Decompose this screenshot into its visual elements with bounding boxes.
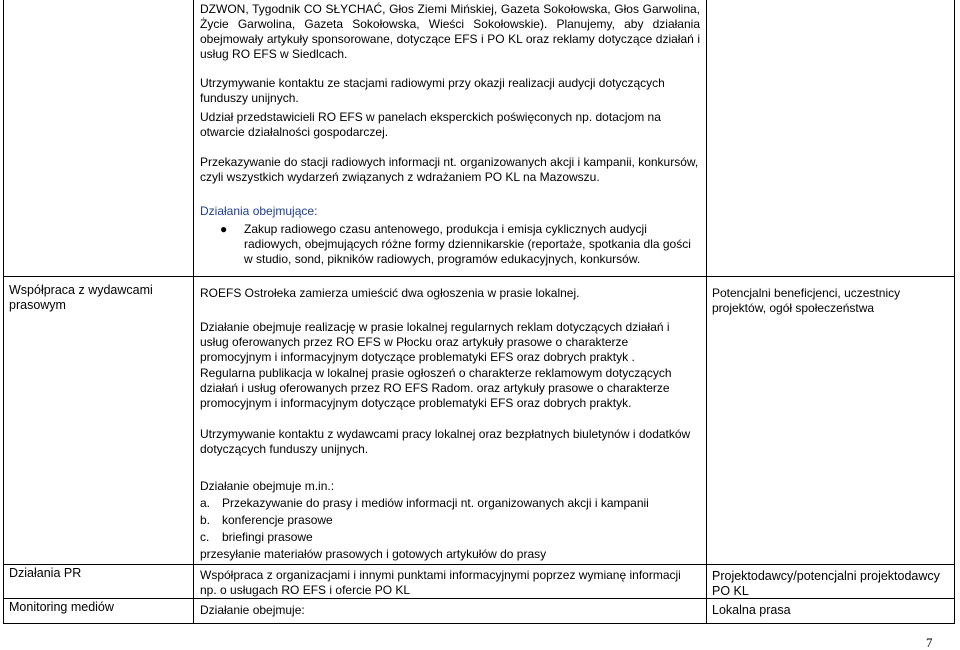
page-number: 7: [926, 635, 933, 650]
press-paragraph-5: Działanie obejmuje m.in.:: [200, 479, 335, 493]
monitoring-target: Lokalna prasa: [712, 603, 791, 617]
list-item: [200, 530, 700, 547]
press-paragraph-4: Utrzymywanie kontaktu z wydawcami pracy lokalnej oraz bezpłatnych biuletynów i dodatków dotyczących funduszy unijnych.: [200, 427, 691, 456]
row-divider-pr: [3, 564, 955, 565]
table-border-bottom: [3, 623, 955, 624]
table-border-col1: [193, 0, 194, 624]
table-border-left: [3, 0, 4, 624]
radio-paragraph-3: Przekazywanie do stacji radiowych informacji nt. organizowanych akcji i kampanii, konkursów, czyli wszystkich wydarzeń związanych z wdrażaniem PO KL na Mazowszu.: [200, 155, 699, 184]
monitoring-label: Monitoring mediów: [9, 600, 114, 614]
list-marker: a.: [200, 496, 211, 510]
press-activity-list: [200, 496, 700, 547]
radio-paragraph-1: Utrzymywanie kontaktu ze stacjami radiowymi przy okazji realizacji audycji dotyczących funduszy unijnych.: [200, 76, 665, 105]
bullet-icon: ●: [220, 222, 228, 236]
list-marker: c.: [200, 530, 210, 544]
press-paragraph-6: przesyłanie materiałów prasowych i gotowych artykułów do prasy: [200, 547, 547, 561]
pr-target: Projektodawcy/potencjalni projektodawcy PO KL: [712, 569, 940, 598]
press-paragraph-1: ROEFS Ostrołeka zamierza umieścić dwa ogłoszenia w prasie lokalnej.: [200, 286, 580, 300]
table-border-col2: [706, 0, 707, 624]
top-paragraph: DZWON, Tygodnik CO SŁYCHAĆ, Głos Ziemi Mińskiej, Gazeta Sokołowska, Głos Garwolina, Życie Garwolina, Gazeta Sokołowska, Wieści Sokołowskie). Planujemy, aby działania obejmowały artykuły sponsorowane, dotyczące EFS i PO KL oraz reklamy dotyczące działań i usług RO EFS w Siedlcach.: [200, 2, 700, 61]
radio-bullet-list: [220, 222, 699, 267]
row-divider-press: [3, 276, 955, 277]
list-item-text: Przekazywanie do prasy i mediów informacji nt. organizowanych akcji i kampanii: [222, 496, 649, 510]
list-item-text: konferencje prasowe: [222, 513, 333, 527]
list-item-text: briefingi prasowe: [222, 530, 313, 544]
list-item: [200, 496, 700, 513]
radio-paragraph-2: Udział przedstawicieli RO EFS w panelach eksperckich poświęconych np. dotacjom na otwarcie działalności gospodarczej.: [200, 110, 661, 139]
radio-heading: Działania obejmujące:: [200, 204, 318, 218]
press-paragraph-3: Regularna publikacja w lokalnej prasie ogłoszeń o charakterze reklamowym dotyczących działań i usług oferowanych przez RO EFS Radom. oraz artykuły prasowe o charakterze promocyjnym i informacyjnym dotyczące problematyki EFS oraz dobrych praktyk.: [200, 366, 672, 410]
press-label: Współpraca z wydawcami prasowym: [9, 283, 153, 312]
table-border-right: [954, 0, 955, 624]
pr-text: Współpraca z organizacjami i innymi punktami informacyjnymi poprzez wymianę informacji np. o usługach RO EFS i ofercie PO KL: [200, 568, 681, 597]
list-marker: b.: [200, 513, 211, 527]
list-item: [220, 222, 699, 267]
press-paragraph-2: Działanie obejmuje realizację w prasie lokalnej regularnych reklam dotyczących działań i usług oferowanych przez RO EFS w Płocku oraz artykuły prasowe o charakterze promocyjnym i informacyjnym dotyczące problematyki EFS oraz dobrych praktyk .: [200, 320, 670, 364]
radio-bullet-text: Zakup radiowego czasu antenowego, produkcja i emisja cyklicznych audycji radiowych, obejmujących różne formy dziennikarskie (reportaże, spotkania dla gości w studio, sond, pikników radiowych, programów edukacyjnych, konkursów.: [244, 222, 691, 266]
monitoring-text: Działanie obejmuje:: [200, 603, 305, 617]
list-item: [200, 513, 700, 530]
pr-label: Działania PR: [9, 566, 82, 580]
press-target: Potencjalni beneficjenci, uczestnicy projektów, ogół społeczeństwa: [712, 286, 901, 315]
